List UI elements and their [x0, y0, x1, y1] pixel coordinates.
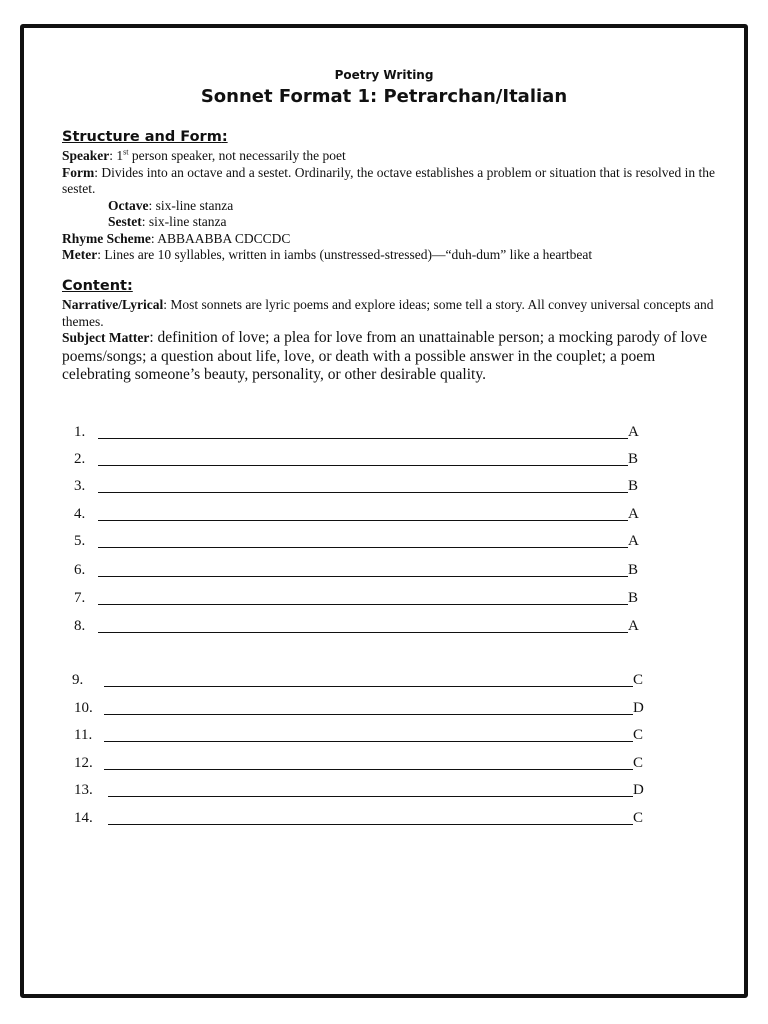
octave-line: Octave: six-line stanza [108, 197, 234, 213]
line-entry-field[interactable] [98, 506, 628, 521]
line-entry-field[interactable] [108, 810, 633, 825]
line-entry-field[interactable] [98, 618, 628, 633]
content-heading: Content: [62, 278, 133, 294]
line-number: 7. [74, 590, 86, 606]
sonnet-line-row [0, 618, 768, 640]
worksheet-title: Sonnet Format 1: Petrarchan/Italian [200, 86, 568, 107]
sonnet-line-row [0, 700, 768, 722]
line-number: 2. [74, 451, 86, 467]
line-number: 10. [74, 700, 93, 716]
line-entry-field[interactable] [98, 424, 628, 439]
line-entry-field[interactable] [104, 672, 633, 687]
line-number: 14. [74, 810, 93, 826]
rhyme-letter: A [628, 424, 639, 440]
rhyme-letter: C [633, 727, 644, 743]
line-entry-field[interactable] [98, 590, 628, 605]
rhyme-letter: D [633, 782, 644, 798]
line-number: 1. [74, 424, 86, 440]
narrative-line: Narrative/Lyrical: Most sonnets are lyric poems and explore ideas; some tell a story. All convey universal concepts and themes. [62, 297, 714, 329]
rhyme-letter: B [628, 562, 639, 578]
line-number: 13. [74, 782, 93, 798]
line-number: 6. [74, 562, 86, 578]
line-number: 3. [74, 478, 86, 494]
rhyme-letter: A [628, 533, 639, 549]
line-number: 12. [74, 755, 93, 771]
line-entry-field[interactable] [98, 533, 628, 548]
line-number: 4. [74, 506, 86, 522]
sonnet-line-row [0, 533, 768, 555]
structure-section [62, 148, 722, 264]
line-number: 5. [74, 533, 86, 549]
sonnet-line-row [0, 727, 768, 749]
line-entry-field[interactable] [104, 755, 633, 770]
sonnet-line-row [0, 782, 768, 804]
line-number: 8. [74, 618, 86, 634]
sonnet-line-row [0, 755, 768, 777]
rhyme-letter: C [633, 672, 644, 688]
worksheet-kicker: Poetry Writing [334, 68, 434, 82]
speaker-line: Speaker: 1st person speaker, not necessarily the poet [62, 147, 346, 163]
rhyme-letter: C [633, 810, 644, 826]
sonnet-line-row [0, 672, 768, 694]
meter-line: Meter: Lines are 10 syllables, written in iambs (unstressed-stressed)—“duh-dum” like a heartbeat [62, 247, 593, 262]
line-entry-field[interactable] [108, 782, 633, 797]
rhyme-letter: A [628, 618, 639, 634]
sonnet-line-row [0, 478, 768, 500]
sonnet-line-row [0, 451, 768, 473]
line-number: 11. [74, 727, 93, 743]
line-entry-field[interactable] [104, 700, 633, 715]
rhyme-letter: A [628, 506, 639, 522]
rhyme-letter: B [628, 590, 639, 606]
line-entry-field[interactable] [104, 727, 633, 742]
structure-heading: Structure and Form: [62, 129, 228, 145]
rhyme-letter: B [628, 451, 639, 467]
sonnet-line-row [0, 506, 768, 528]
line-entry-field[interactable] [98, 562, 628, 577]
subject-matter-line: Subject Matter: definition of love; a plea for love from an unattainable person; a mocking parody of love poems/songs; a question about life, love, or death with a possible answer in the couplet; a poem celebrating someone’s beauty, personality, or other desirable quality. [62, 329, 708, 383]
sonnet-line-row [0, 810, 768, 832]
rhyme-letter: B [628, 478, 639, 494]
sestet-line: Sestet: six-line stanza [108, 214, 227, 229]
rhyme-letter: D [633, 700, 644, 716]
line-entry-field[interactable] [98, 451, 628, 466]
sonnet-line-row [0, 562, 768, 584]
rhyme-scheme-line: Rhyme Scheme: ABBAABBA CDCCDC [62, 230, 291, 246]
line-entry-field[interactable] [98, 478, 628, 493]
rhyme-letter: C [633, 755, 644, 771]
line-number: 9. [72, 672, 84, 688]
sonnet-line-row [0, 424, 768, 446]
sonnet-line-row [0, 590, 768, 612]
form-line: Form: Divides into an octave and a sestet. Ordinarily, the octave establishes a problem or situation that is resolved in the sestet. [62, 164, 715, 196]
